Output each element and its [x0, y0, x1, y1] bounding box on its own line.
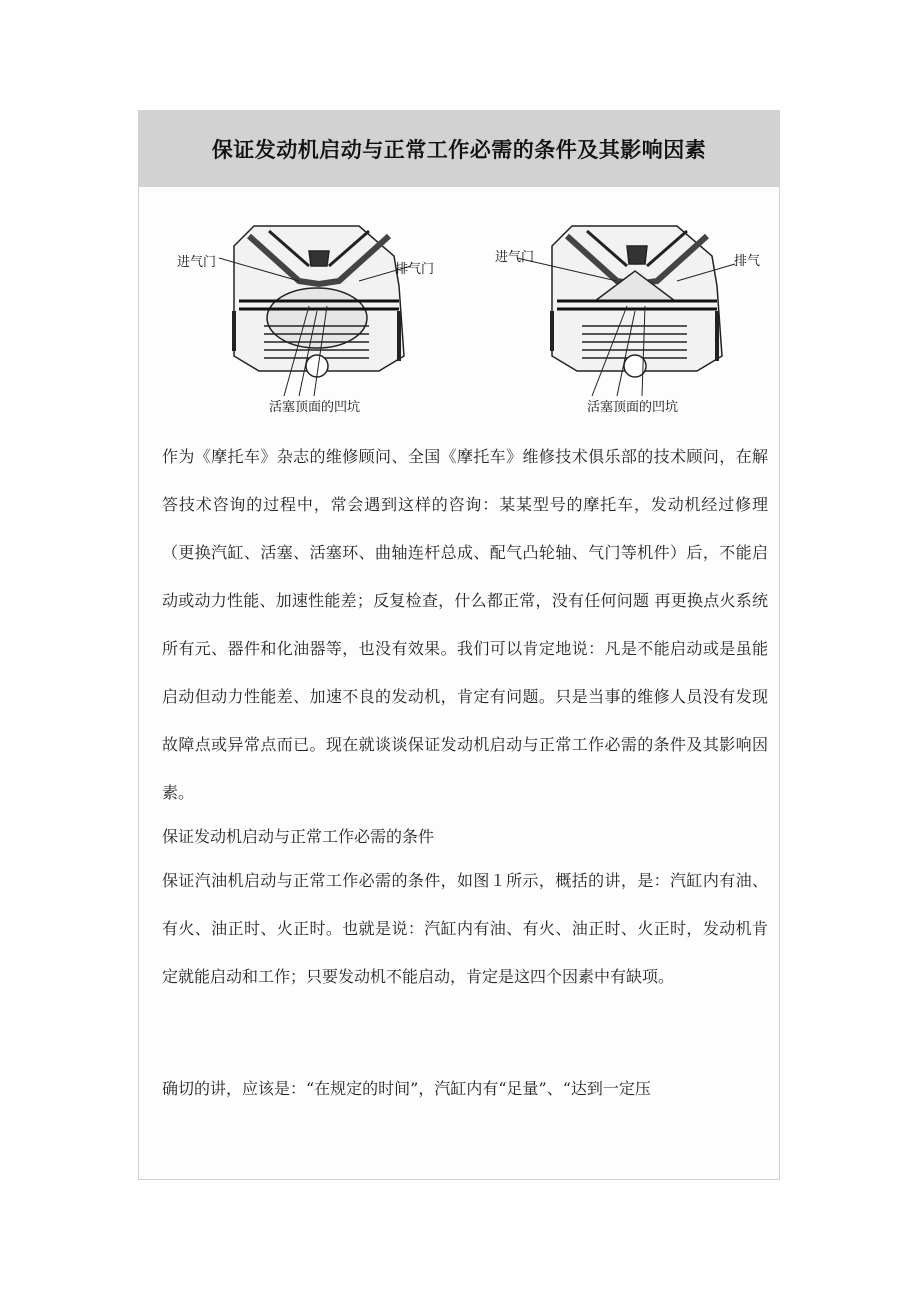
document-title: 保证发动机启动与正常工作必需的条件及其影响因素: [211, 137, 707, 162]
left-diagram: [219, 226, 411, 396]
paragraph-conditions: 保证汽油机启动与正常工作必需的条件，如图１所示，概括的讲，是：汽缸内有油、有火、油正时、火正时。也就是说：汽缸内有油、有火、油正时、火正时，发动机肯定就能启动和工作；只要发动机不能启动，肯定是这四个因素中有缺项。: [162, 871, 768, 986]
title-bar: [139, 111, 779, 187]
right-diagram: [517, 226, 735, 396]
paragraph-precise: 确切的讲，应该是：“在规定的时间”，汽缸内有“足量”、“达到一定压: [162, 1079, 651, 1098]
paragraph-intro: 作为《摩托车》杂志的维修顾问、全国《摩托车》维修技术俱乐部的技术顾问，在解答技术咨询的过程中，常会遇到这样的咨询：某某型号的摩托车，发动机经过修理（更换汽缸、活塞、活塞环、曲轴连杆总成、配气凸轮轴、气门等机件）后，不能启动或动力性能、加速性能差；反复检查，什么都正常，没有任何问题 再更换点火系统所有元、器件和化油器等，也没有效果。我们可以肯定地说：凡是不能启动或是虽能启动但动力性能差、加速不良的发动机，肯定有问题。只是当事的维修人员没有发现故障点或异常点而已。现在就谈谈保证发动机启动与正常工作必需的条件及其影响因素。: [162, 447, 768, 802]
blank-space: [162, 1001, 768, 1065]
left-exhaust-label: 排气门: [395, 262, 435, 277]
right-piston-label: 活塞顶面的凹坑: [587, 400, 679, 415]
section-heading: 保证发动机启动与正常工作必需的条件: [162, 827, 435, 846]
document-frame: [138, 110, 780, 1180]
right-exhaust-label: 排气: [734, 254, 761, 269]
article-body: [162, 433, 768, 1113]
cylinder-head-diagram: [159, 206, 759, 426]
engine-figure: [159, 206, 759, 426]
left-intake-label: 进气门: [177, 255, 217, 270]
left-piston-label: 活塞顶面的凹坑: [269, 400, 361, 415]
right-intake-label: 进气门: [495, 250, 535, 265]
